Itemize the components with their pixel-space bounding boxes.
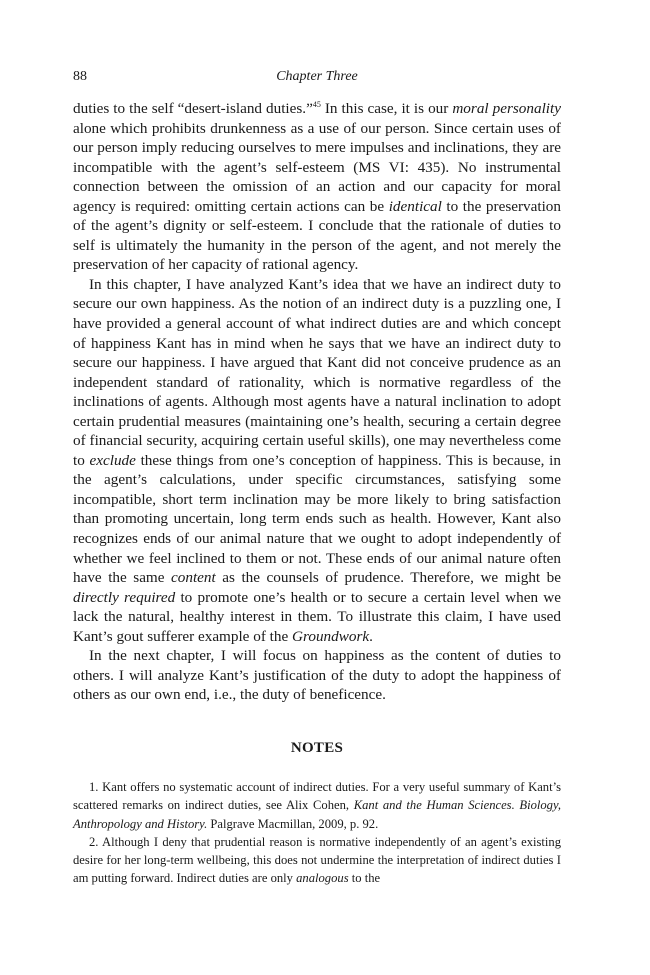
running-head: Chapter Three <box>276 69 358 84</box>
text-run: these things from one’s conception of happiness. This is because, in the agent’s calculations, under specific circumstances, satisfying some incompatible, short term inclination may be more likely to bring satisfaction than promoting uncertain, long term ends such as health. However, Kant also recognizes ends of our animal nature that we ought to adopt independently of whether we feel inclined to them or not. These ends of our animal nature often have the same <box>73 451 561 587</box>
text-run: to the <box>348 871 381 886</box>
emphasis: Groundwork <box>292 627 370 645</box>
text-run: alone which prohibits drunkenness as a use of our person. Since certain uses of our person imply reducing ourselves to mere impulses and inclinations, they are incompatible with the agent’s self-esteem (MS VI: 435). No instrumental connection between the omission of an action and our capacity for moral agency is required: omitting certain actions can be <box>73 119 561 215</box>
book-page <box>73 0 561 975</box>
emphasis: identical <box>388 197 442 215</box>
emphasis: Kant and the Human Sciences. Biology, Anthropology and History. <box>73 798 562 831</box>
footnote-marker: 45 <box>312 100 321 109</box>
text-run: 1. Kant offers no systematic account of indirect duties. For a very useful summary of Kant’s scattered remarks on indirect duties, see Alix Cohen, <box>73 780 561 813</box>
note-2 <box>73 833 561 888</box>
text-run: as the counsels of prudence. Therefore, we might be <box>215 569 561 587</box>
emphasis: analogous <box>296 871 349 886</box>
paragraph-1 <box>73 99 561 275</box>
note-1 <box>73 778 561 833</box>
paragraph-2 <box>73 275 561 646</box>
page-header <box>73 69 561 87</box>
text-run: Palgrave Macmillan, 2009, p. 92. <box>207 816 379 831</box>
text-run: to the preservation of the agent’s dignity or self-esteem. I conclude that the rationale of duties to self is ultimately the humanity in the person of the agent, and not merely the preservation of her capacity of rational agency. <box>73 197 561 274</box>
text-run: In this case, it is our <box>320 100 453 117</box>
text-run: . <box>369 627 373 645</box>
chapter-body-text <box>73 99 561 705</box>
text-run: In this chapter, I have analyzed Kant’s idea that we have an indirect duty to secure our own happiness. As the notion of an indirect duty is a puzzling one, I have provided a general account of what indirect duties are and which concept of happiness Kant has in mind when he says that we have an indirect duty to secure our happiness. I have argued that Kant did not conceive prudence as an independent standard of rationality, which is normative regardless of the inclinations of agents. Although most agents have a natural inclination to adopt certain prudential measures (maintaining one’s health, securing a certain degree of financial security, acquiring certain useful skills), one may nevertheless come to <box>73 275 561 469</box>
text-run: 2. Although I deny that prudential reason is normative independently of an agent’s existing desire for her long-term wellbeing, this does not undermine the interpretation of indirect duties I am putting forward. Indirect duties are only <box>73 834 561 886</box>
notes-section <box>73 778 561 888</box>
emphasis: content <box>171 569 216 587</box>
emphasis: exclude <box>89 451 136 469</box>
emphasis: moral personality <box>452 100 561 117</box>
notes-heading: NOTES <box>290 740 344 756</box>
emphasis: directly required <box>73 588 176 606</box>
paragraph-3 <box>73 646 561 705</box>
page-number: 88 <box>73 69 87 84</box>
text-run: duties to the self “desert-island duties.” <box>73 100 313 117</box>
text-run: In the next chapter, I will focus on happiness as the content of duties to others. I will analyze Kant’s justification of the duty to adopt the happiness of others as our own end, i.e., the duty of beneficence. <box>73 647 561 704</box>
text-run: to promote one’s health or to secure a certain level when we lack the natural, healthy interest in them. To illustrate this claim, I have used Kant’s gout sufferer example of the <box>73 588 562 645</box>
